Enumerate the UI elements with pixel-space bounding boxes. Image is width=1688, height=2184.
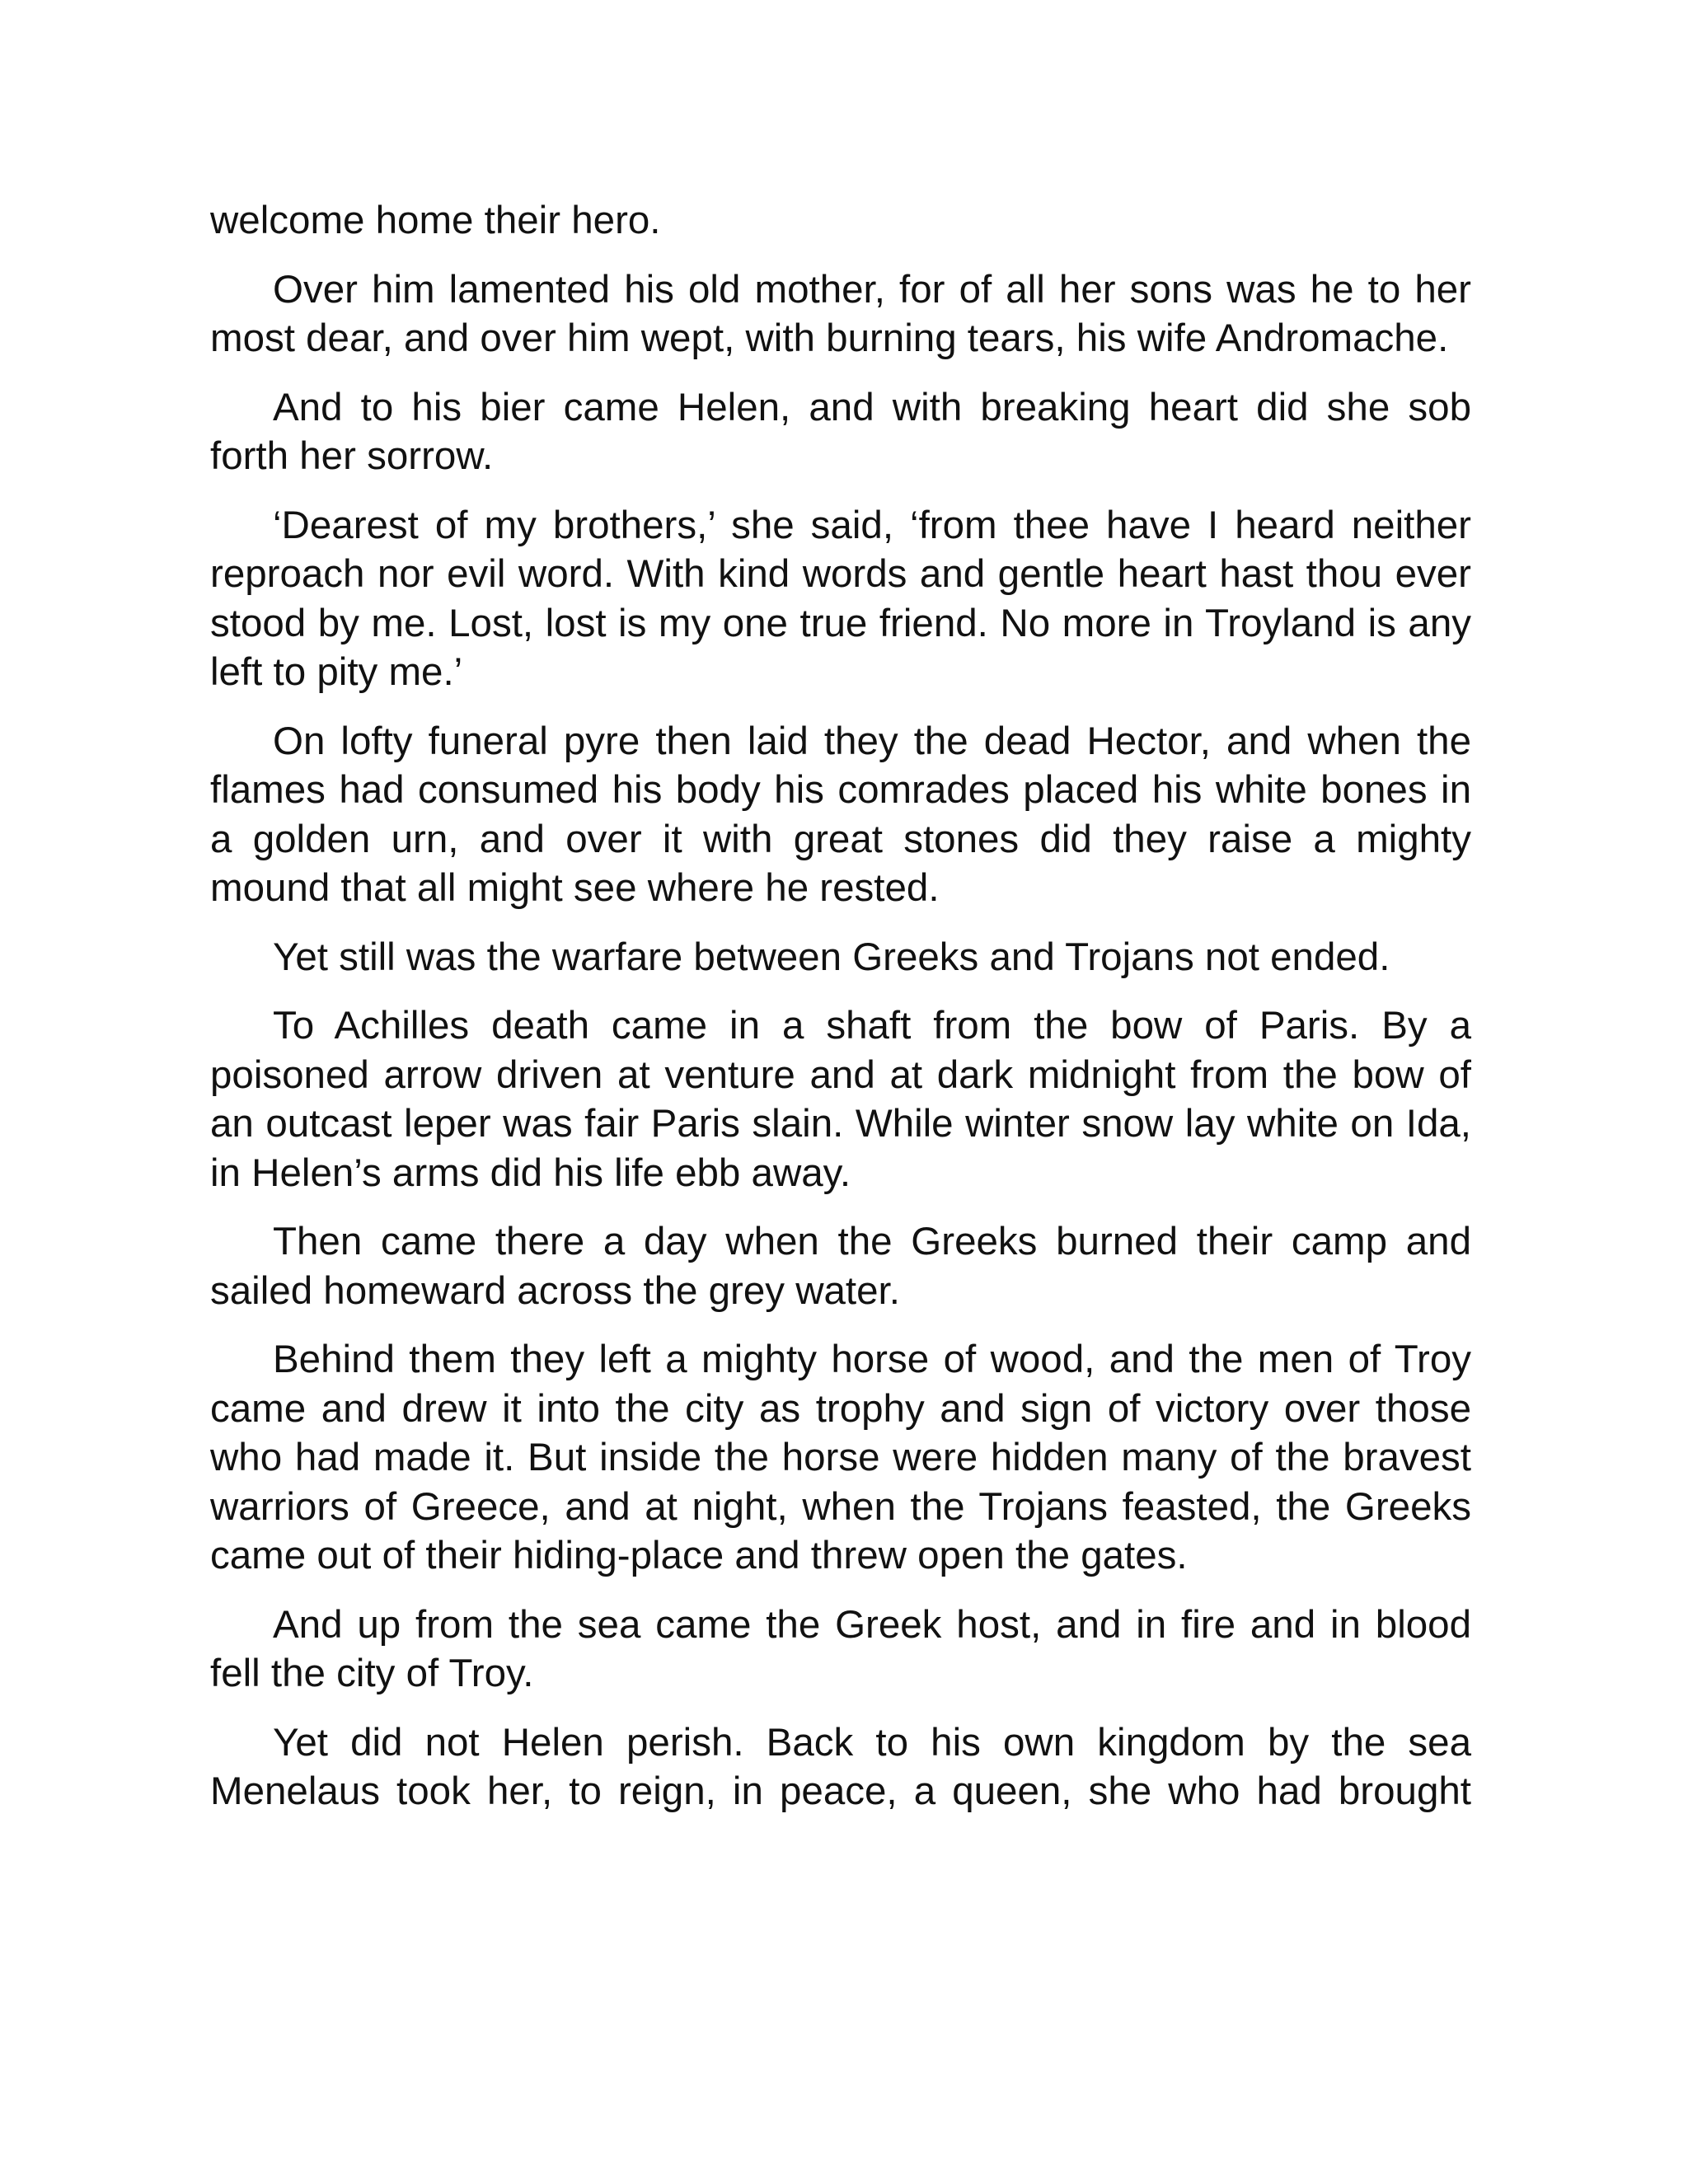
paragraph: Over him lamented his old mother, for of all her sons was he to her most dear, and over him wept, with burning tears, his wife Andromache. [210,267,1471,360]
paragraph: And to his bier came Helen, and with breaking heart did she sob forth her sorrow. [210,385,1471,478]
paragraph: And up from the sea came the Greek host, and in fire and in blood fell the city of Troy. [210,1602,1471,1695]
paragraph: On lofty funeral pyre then laid they the dead Hector, and when the flames had consumed his body his comrades placed his white bones in a golden urn, and over it with great stones did they raise a mighty mound that all might see where he rested. [210,719,1471,910]
paragraph: Then came there a day when the Greeks burned their camp and sailed homeward across the grey water. [210,1220,1471,1313]
paragraph: ‘Dearest of my brothers,’ she said, ‘from thee have I heard neither reproach nor evil word. With kind words and gentle heart hast thou ever stood by me. Lost, lost is my one true friend. No more in Troyland is any left to pity me.’ [210,503,1471,694]
paragraph: Yet did not Helen perish. Back to his own kingdom by the sea Menelaus took her, to reign, in peace, a queen, she who had brought [210,1720,1471,1813]
paragraph: welcome home their hero. [210,199,661,242]
paragraph: Behind them they left a mighty horse of wood, and the men of Troy came and drew it into the city as trophy and sign of victory over those who had made it. But inside the horse were hidden many of the bravest warriors of Greece, and at night, when the Trojans feasted, the Greeks came out of their hiding-place and threw open the gates. [210,1338,1471,1577]
page-body [210,196,1471,1816]
paragraph: To Achilles death came in a shaft from the bow of Paris. By a poisoned arrow driven at venture and at dark midnight from the bow of an outcast leper was fair Paris slain. While winter snow lay white on Ida, in Helen’s arms did his life ebb away. [210,1004,1471,1195]
paragraph: Yet still was the warfare between Greeks and Trojans not ended. [273,935,1390,979]
